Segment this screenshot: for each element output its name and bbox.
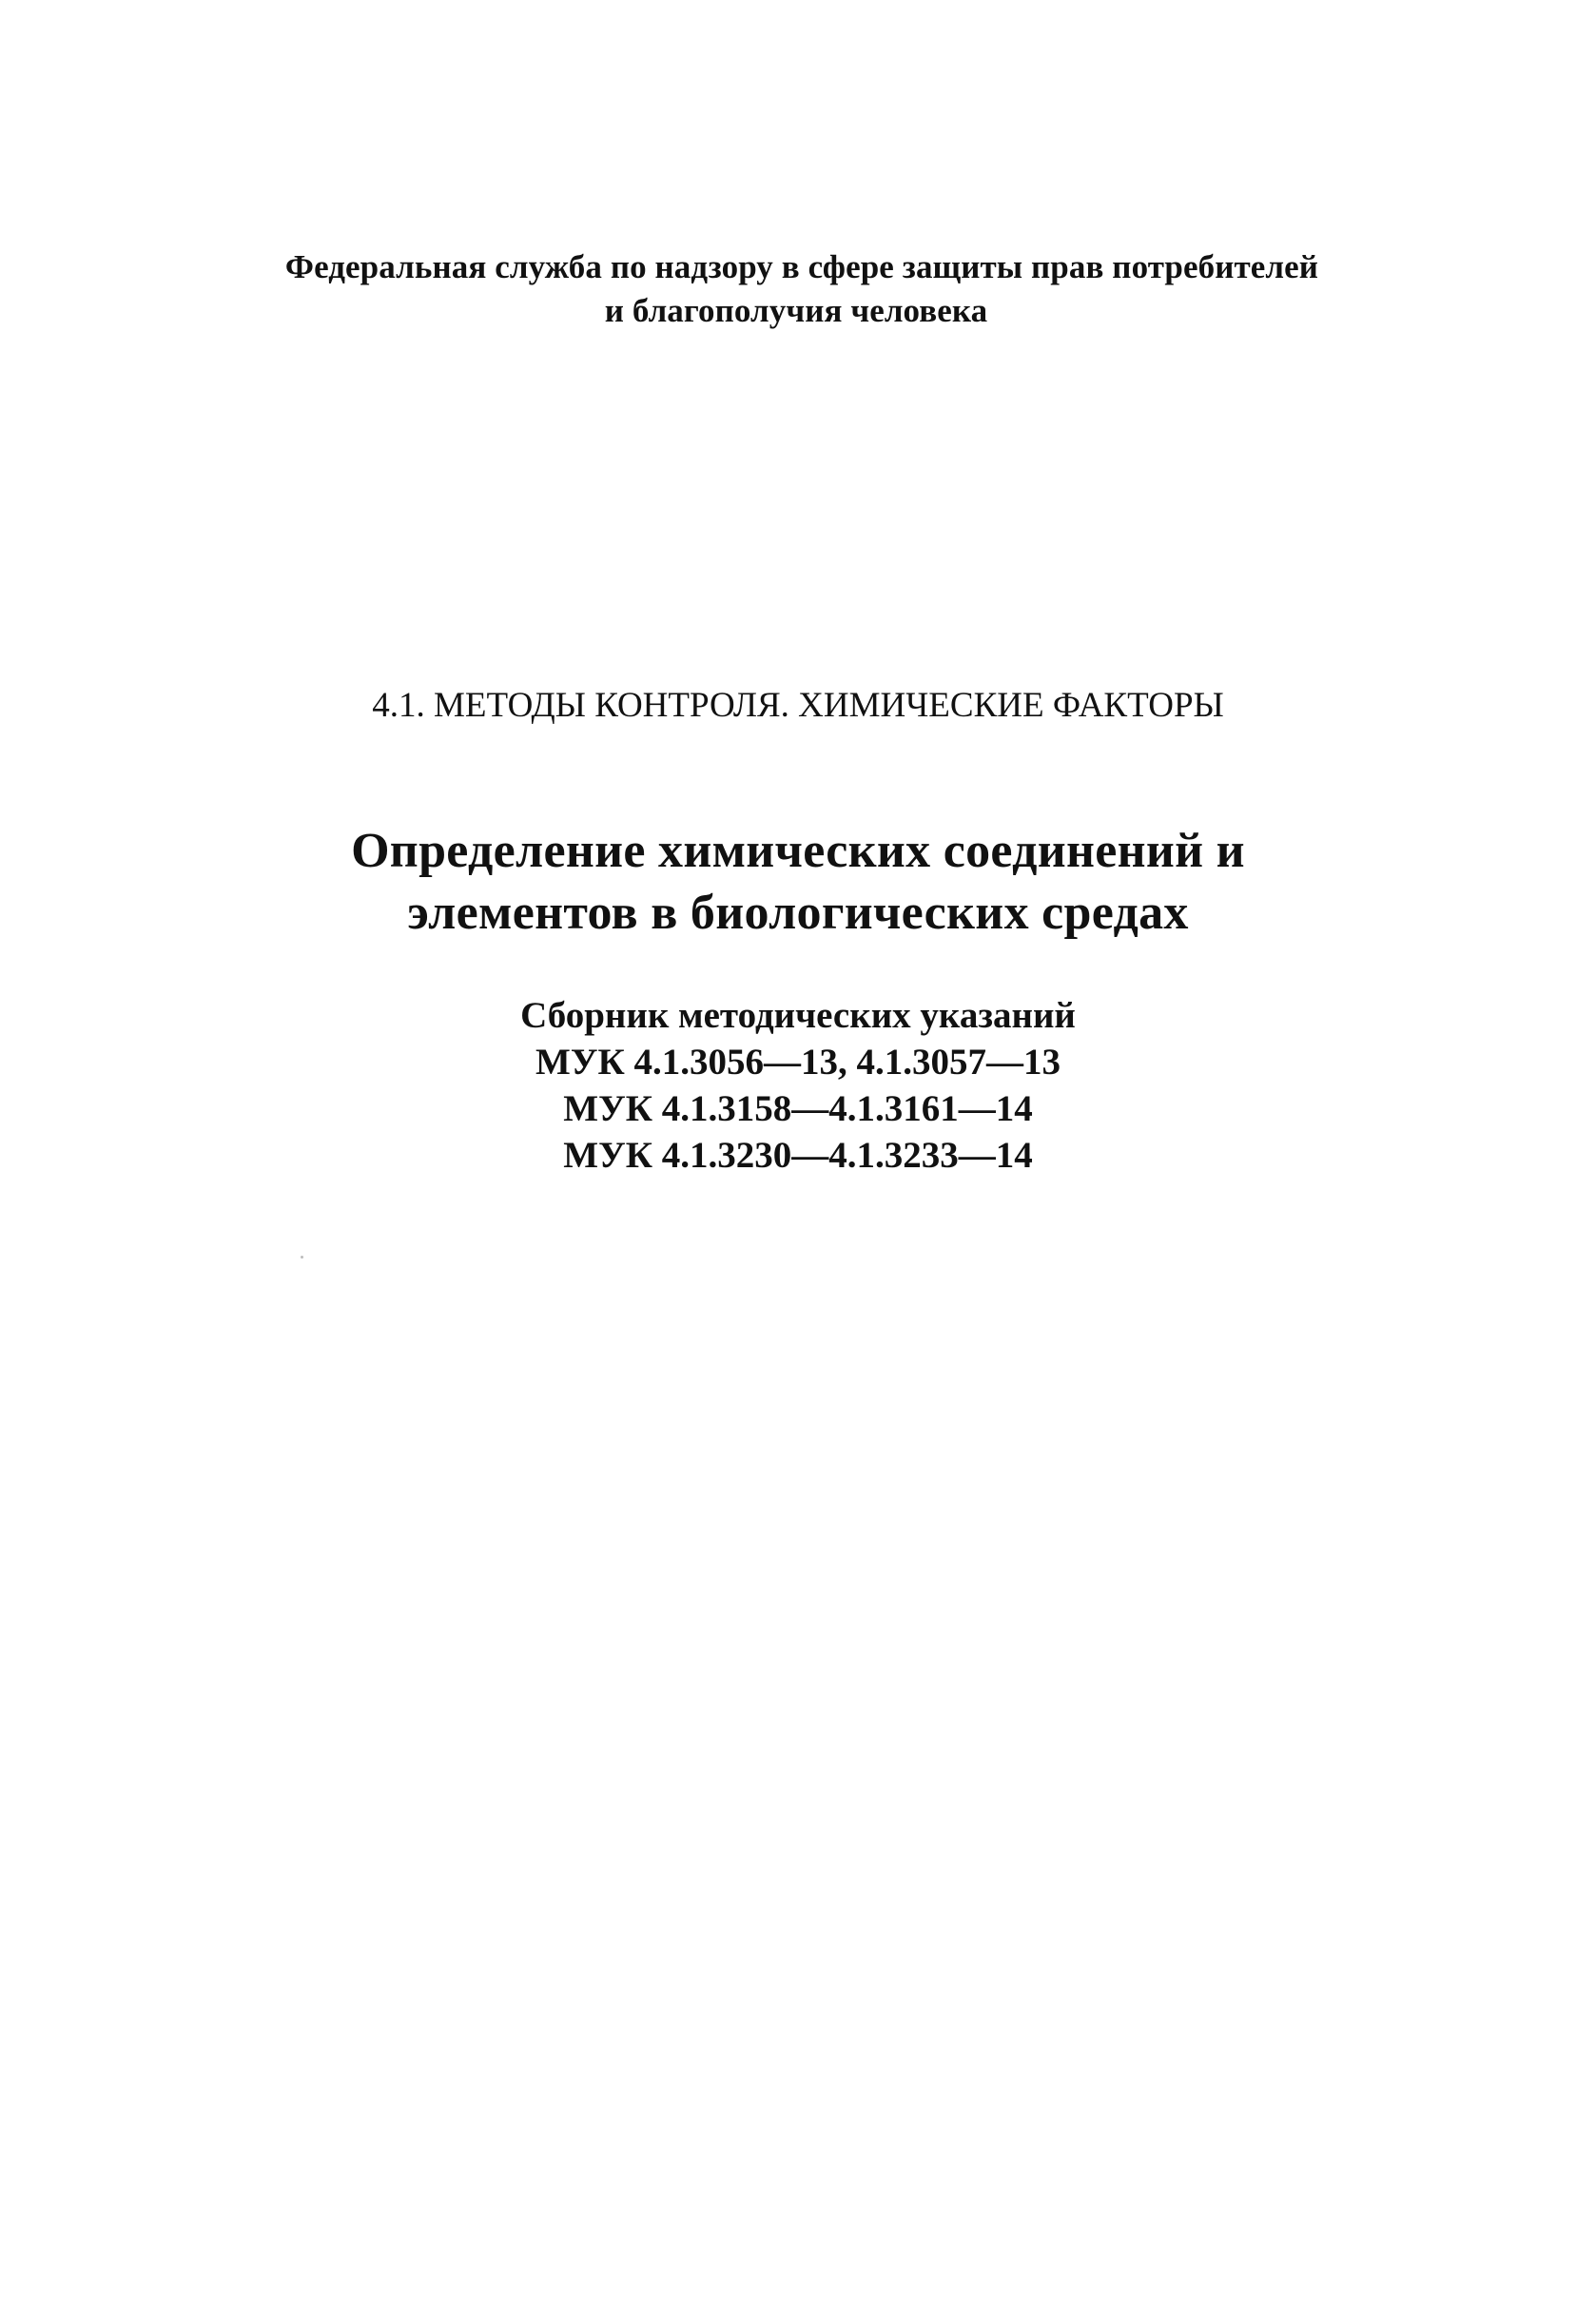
document-title (0, 820, 1596, 944)
section-heading (0, 683, 1596, 729)
document-title-line-2: элементов в биологических средах (407, 886, 1189, 940)
agency-line-2: и благополучия человека (604, 292, 988, 329)
scan-speck (301, 1256, 303, 1259)
subtitle-collection: Сборник методических указаний (520, 995, 1076, 1036)
document-subtitle (0, 992, 1596, 1179)
subtitle-muk-3: МУК 4.1.3230—4.1.3233—14 (563, 1135, 1033, 1176)
section-title: 4.1. МЕТОДЫ КОНТРОЛЯ. ХИМИЧЕСКИЕ ФАКТОРЫ (372, 686, 1224, 725)
subtitle-muk-2: МУК 4.1.3158—4.1.3161—14 (563, 1088, 1033, 1129)
document-title-line-1: Определение химических соединений и (351, 824, 1245, 878)
agency-line-1: Федеральная служба по надзору в сфере защиты прав потребителей (284, 248, 1319, 285)
subtitle-muk-1: МУК 4.1.3056—13, 4.1.3057—13 (535, 1042, 1061, 1083)
agency-header (0, 245, 1596, 333)
